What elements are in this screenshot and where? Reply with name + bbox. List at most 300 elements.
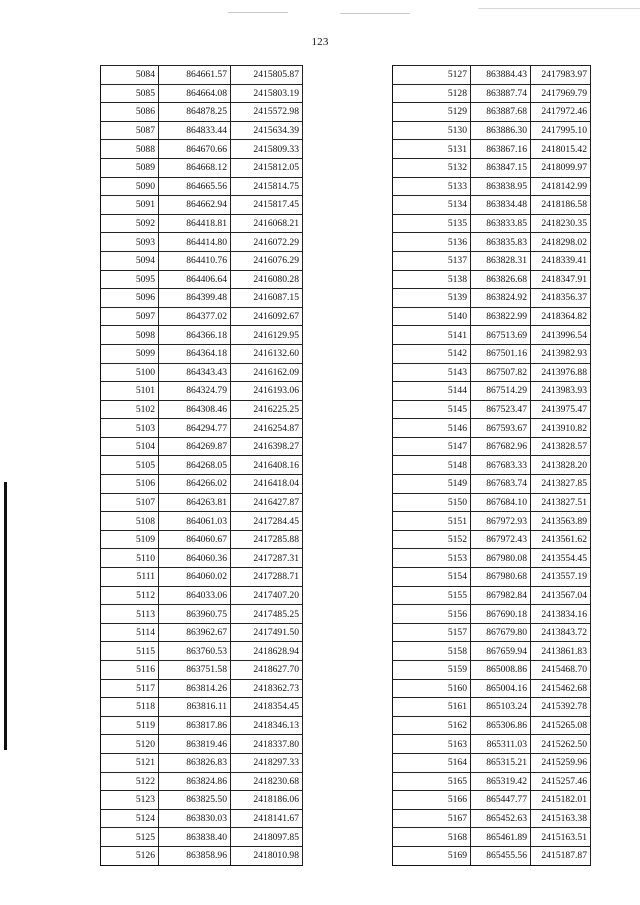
y-coordinate-cell: 2418099.97: [531, 158, 591, 177]
table-row: [393, 400, 591, 419]
table-row: [393, 326, 591, 345]
point-number-cell: 5115: [101, 642, 159, 661]
y-coordinate-cell: 2415572.98: [231, 103, 303, 122]
y-coordinate-cell: 2418186.06: [231, 791, 303, 810]
table-row: [101, 344, 303, 363]
table-row: [101, 121, 303, 140]
point-number-cell: 5098: [101, 326, 159, 345]
point-number-cell: 5130: [393, 121, 471, 140]
table-row: [101, 177, 303, 196]
point-number-cell: 5133: [393, 177, 471, 196]
scan-artifact: [228, 12, 288, 13]
table-row: [393, 103, 591, 122]
x-coordinate-cell: 864266.02: [159, 475, 231, 494]
x-coordinate-cell: 865461.89: [471, 828, 531, 847]
point-number-cell: 5150: [393, 493, 471, 512]
point-number-cell: 5140: [393, 307, 471, 326]
x-coordinate-cell: 863828.31: [471, 251, 531, 270]
y-coordinate-cell: 2418347.91: [531, 270, 591, 289]
x-coordinate-cell: 867980.08: [471, 549, 531, 568]
x-coordinate-cell: 867659.94: [471, 642, 531, 661]
y-coordinate-cell: 2418364.82: [531, 307, 591, 326]
point-number-cell: 5096: [101, 289, 159, 308]
y-coordinate-cell: 2417491.50: [231, 623, 303, 642]
y-coordinate-cell: 2413975.47: [531, 400, 591, 419]
table-row: [101, 140, 303, 159]
table-row: [393, 66, 591, 85]
y-coordinate-cell: 2417288.71: [231, 568, 303, 587]
point-number-cell: 5084: [101, 66, 159, 85]
y-coordinate-cell: 2417995.10: [531, 121, 591, 140]
x-coordinate-cell: 865447.77: [471, 791, 531, 810]
table-row: [101, 828, 303, 847]
table-row: [101, 753, 303, 772]
table-row: [101, 103, 303, 122]
y-coordinate-cell: 2413861.83: [531, 642, 591, 661]
x-coordinate-cell: 864060.36: [159, 549, 231, 568]
point-number-cell: 5127: [393, 66, 471, 85]
x-coordinate-cell: 865452.63: [471, 809, 531, 828]
point-number-cell: 5099: [101, 344, 159, 363]
y-coordinate-cell: 2417969.79: [531, 84, 591, 103]
table-row: [393, 698, 591, 717]
point-number-cell: 5125: [101, 828, 159, 847]
table-row: [101, 84, 303, 103]
y-coordinate-cell: 2418141.67: [231, 809, 303, 828]
y-coordinate-cell: 2418627.70: [231, 661, 303, 680]
point-number-cell: 5160: [393, 679, 471, 698]
point-number-cell: 5143: [393, 363, 471, 382]
x-coordinate-cell: 863887.68: [471, 103, 531, 122]
table-row: [393, 456, 591, 475]
point-number-cell: 5151: [393, 512, 471, 531]
y-coordinate-cell: 2417485.25: [231, 605, 303, 624]
y-coordinate-cell: 2417983.97: [531, 66, 591, 85]
y-coordinate-cell: 2416418.04: [231, 475, 303, 494]
table-row: [393, 363, 591, 382]
point-number-cell: 5166: [393, 791, 471, 810]
table-row: [101, 196, 303, 215]
table-row: [101, 437, 303, 456]
point-number-cell: 5097: [101, 307, 159, 326]
table-row: [101, 642, 303, 661]
y-coordinate-cell: 2415259.96: [531, 753, 591, 772]
y-coordinate-cell: 2415805.87: [231, 66, 303, 85]
y-coordinate-cell: 2418339.41: [531, 251, 591, 270]
y-coordinate-cell: 2413828.57: [531, 437, 591, 456]
point-number-cell: 5132: [393, 158, 471, 177]
page-number: 123: [311, 36, 329, 48]
y-coordinate-cell: 2415803.19: [231, 84, 303, 103]
y-coordinate-cell: 2415182.01: [531, 791, 591, 810]
point-number-cell: 5152: [393, 530, 471, 549]
table-row: [101, 307, 303, 326]
y-coordinate-cell: 2416225.25: [231, 400, 303, 419]
y-coordinate-cell: 2415634.39: [231, 121, 303, 140]
y-coordinate-cell: 2417407.20: [231, 586, 303, 605]
x-coordinate-cell: 864324.79: [159, 382, 231, 401]
x-coordinate-cell: 863825.50: [159, 791, 231, 810]
x-coordinate-cell: 863760.53: [159, 642, 231, 661]
table-row: [101, 549, 303, 568]
table-row: [101, 66, 303, 85]
y-coordinate-cell: 2418230.68: [231, 772, 303, 791]
table-row: [393, 437, 591, 456]
table-row: [393, 809, 591, 828]
y-coordinate-cell: 2415812.05: [231, 158, 303, 177]
y-coordinate-cell: 2413982.93: [531, 344, 591, 363]
x-coordinate-cell: 863858.96: [159, 846, 231, 865]
point-number-cell: 5142: [393, 344, 471, 363]
y-coordinate-cell: 2415817.45: [231, 196, 303, 215]
point-number-cell: 5128: [393, 84, 471, 103]
x-coordinate-cell: 864033.06: [159, 586, 231, 605]
scan-artifact: [340, 13, 410, 14]
x-coordinate-cell: 863816.11: [159, 698, 231, 717]
table-row: [393, 344, 591, 363]
table-row: [393, 140, 591, 159]
coordinate-table-left: [100, 65, 303, 866]
point-number-cell: 5163: [393, 735, 471, 754]
y-coordinate-cell: 2413843.72: [531, 623, 591, 642]
point-number-cell: 5155: [393, 586, 471, 605]
x-coordinate-cell: 864399.48: [159, 289, 231, 308]
x-coordinate-cell: 864833.44: [159, 121, 231, 140]
table-row: [393, 530, 591, 549]
point-number-cell: 5136: [393, 233, 471, 252]
table-row: [393, 493, 591, 512]
y-coordinate-cell: 2413828.20: [531, 456, 591, 475]
x-coordinate-cell: 865311.03: [471, 735, 531, 754]
x-coordinate-cell: 863886.30: [471, 121, 531, 140]
x-coordinate-cell: 864670.66: [159, 140, 231, 159]
point-number-cell: 5129: [393, 103, 471, 122]
x-coordinate-cell: 863814.26: [159, 679, 231, 698]
y-coordinate-cell: 2413827.85: [531, 475, 591, 494]
table-row: [393, 568, 591, 587]
y-coordinate-cell: 2417285.88: [231, 530, 303, 549]
x-coordinate-cell: 865315.21: [471, 753, 531, 772]
table-row: [101, 530, 303, 549]
y-coordinate-cell: 2416193.06: [231, 382, 303, 401]
point-number-cell: 5165: [393, 772, 471, 791]
table-row: [393, 716, 591, 735]
point-number-cell: 5111: [101, 568, 159, 587]
point-number-cell: 5107: [101, 493, 159, 512]
y-coordinate-cell: 2416398.27: [231, 437, 303, 456]
table-row: [101, 456, 303, 475]
x-coordinate-cell: 867683.74: [471, 475, 531, 494]
table-row: [101, 698, 303, 717]
y-coordinate-cell: 2416162.09: [231, 363, 303, 382]
y-coordinate-cell: 2413554.45: [531, 549, 591, 568]
x-coordinate-cell: 863826.68: [471, 270, 531, 289]
y-coordinate-cell: 2416087.15: [231, 289, 303, 308]
point-number-cell: 5093: [101, 233, 159, 252]
point-number-cell: 5092: [101, 214, 159, 233]
x-coordinate-cell: 867972.43: [471, 530, 531, 549]
table-row: [101, 419, 303, 438]
x-coordinate-cell: 863751.58: [159, 661, 231, 680]
y-coordinate-cell: 2415392.78: [531, 698, 591, 717]
point-number-cell: 5146: [393, 419, 471, 438]
y-coordinate-cell: 2415163.38: [531, 809, 591, 828]
y-coordinate-cell: 2418010.98: [231, 846, 303, 865]
table-row: [393, 84, 591, 103]
table-row: [393, 475, 591, 494]
point-number-cell: 5113: [101, 605, 159, 624]
y-coordinate-cell: 2415262.50: [531, 735, 591, 754]
table-row: [101, 735, 303, 754]
table-row: [393, 828, 591, 847]
x-coordinate-cell: 865455.56: [471, 846, 531, 865]
x-coordinate-cell: 867523.47: [471, 400, 531, 419]
x-coordinate-cell: 864664.08: [159, 84, 231, 103]
point-number-cell: 5157: [393, 623, 471, 642]
y-coordinate-cell: 2413827.51: [531, 493, 591, 512]
table-row: [101, 809, 303, 828]
point-number-cell: 5123: [101, 791, 159, 810]
table-row: [393, 679, 591, 698]
y-coordinate-cell: 2413976.88: [531, 363, 591, 382]
x-coordinate-cell: 863824.86: [159, 772, 231, 791]
y-coordinate-cell: 2415468.70: [531, 661, 591, 680]
x-coordinate-cell: 867980.68: [471, 568, 531, 587]
point-number-cell: 5135: [393, 214, 471, 233]
point-number-cell: 5145: [393, 400, 471, 419]
point-number-cell: 5106: [101, 475, 159, 494]
y-coordinate-cell: 2418297.33: [231, 753, 303, 772]
x-coordinate-cell: 865319.42: [471, 772, 531, 791]
point-number-cell: 5105: [101, 456, 159, 475]
coordinate-table-right: [392, 65, 591, 866]
point-number-cell: 5154: [393, 568, 471, 587]
x-coordinate-cell: 863834.48: [471, 196, 531, 215]
point-number-cell: 5100: [101, 363, 159, 382]
table-row: [393, 382, 591, 401]
x-coordinate-cell: 867593.67: [471, 419, 531, 438]
y-coordinate-cell: 2418298.02: [531, 233, 591, 252]
point-number-cell: 5109: [101, 530, 159, 549]
point-number-cell: 5126: [101, 846, 159, 865]
y-coordinate-cell: 2416408.16: [231, 456, 303, 475]
x-coordinate-cell: 864061.03: [159, 512, 231, 531]
x-coordinate-cell: 864366.18: [159, 326, 231, 345]
x-coordinate-cell: 864060.02: [159, 568, 231, 587]
point-number-cell: 5104: [101, 437, 159, 456]
point-number-cell: 5088: [101, 140, 159, 159]
y-coordinate-cell: 2413567.04: [531, 586, 591, 605]
table-row: [101, 475, 303, 494]
point-number-cell: 5141: [393, 326, 471, 345]
point-number-cell: 5148: [393, 456, 471, 475]
x-coordinate-cell: 864343.43: [159, 363, 231, 382]
x-coordinate-cell: 865306.86: [471, 716, 531, 735]
table-row: [101, 270, 303, 289]
y-coordinate-cell: 2413834.16: [531, 605, 591, 624]
table-row: [393, 233, 591, 252]
y-coordinate-cell: 2416129.95: [231, 326, 303, 345]
point-number-cell: 5131: [393, 140, 471, 159]
x-coordinate-cell: 863824.92: [471, 289, 531, 308]
y-coordinate-cell: 2413996.54: [531, 326, 591, 345]
y-coordinate-cell: 2415257.46: [531, 772, 591, 791]
table-row: [101, 326, 303, 345]
point-number-cell: 5122: [101, 772, 159, 791]
table-row: [101, 214, 303, 233]
point-number-cell: 5086: [101, 103, 159, 122]
table-row: [393, 549, 591, 568]
y-coordinate-cell: 2418142.99: [531, 177, 591, 196]
x-coordinate-cell: 864878.25: [159, 103, 231, 122]
x-coordinate-cell: 864060.67: [159, 530, 231, 549]
x-coordinate-cell: 864418.81: [159, 214, 231, 233]
point-number-cell: 5138: [393, 270, 471, 289]
y-coordinate-cell: 2415814.75: [231, 177, 303, 196]
table-row: [393, 214, 591, 233]
point-number-cell: 5095: [101, 270, 159, 289]
y-coordinate-cell: 2416427.87: [231, 493, 303, 512]
table-row: [393, 270, 591, 289]
y-coordinate-cell: 2417972.46: [531, 103, 591, 122]
x-coordinate-cell: 867682.96: [471, 437, 531, 456]
point-number-cell: 5149: [393, 475, 471, 494]
table-row: [393, 661, 591, 680]
x-coordinate-cell: 863887.74: [471, 84, 531, 103]
x-coordinate-cell: 863819.46: [159, 735, 231, 754]
table-row: [393, 586, 591, 605]
table-row: [101, 568, 303, 587]
point-number-cell: 5162: [393, 716, 471, 735]
x-coordinate-cell: 863817.86: [159, 716, 231, 735]
point-number-cell: 5168: [393, 828, 471, 847]
y-coordinate-cell: 2415809.33: [231, 140, 303, 159]
y-coordinate-cell: 2418186.58: [531, 196, 591, 215]
y-coordinate-cell: 2418346.13: [231, 716, 303, 735]
y-coordinate-cell: 2413910.82: [531, 419, 591, 438]
y-coordinate-cell: 2413561.62: [531, 530, 591, 549]
table-row: [393, 642, 591, 661]
point-number-cell: 5156: [393, 605, 471, 624]
x-coordinate-cell: 863826.83: [159, 753, 231, 772]
table-row: [101, 679, 303, 698]
x-coordinate-cell: 864662.94: [159, 196, 231, 215]
x-coordinate-cell: 865103.24: [471, 698, 531, 717]
point-number-cell: 5090: [101, 177, 159, 196]
y-coordinate-cell: 2418356.37: [531, 289, 591, 308]
table-row: [101, 158, 303, 177]
x-coordinate-cell: 863838.95: [471, 177, 531, 196]
table-row: [393, 121, 591, 140]
x-coordinate-cell: 864269.87: [159, 437, 231, 456]
table-row: [393, 512, 591, 531]
x-coordinate-cell: 863960.75: [159, 605, 231, 624]
point-number-cell: 5103: [101, 419, 159, 438]
x-coordinate-cell: 864406.64: [159, 270, 231, 289]
y-coordinate-cell: 2418354.45: [231, 698, 303, 717]
x-coordinate-cell: 865008.86: [471, 661, 531, 680]
x-coordinate-cell: 863847.15: [471, 158, 531, 177]
table-row: [101, 623, 303, 642]
x-coordinate-cell: 863830.03: [159, 809, 231, 828]
x-coordinate-cell: 865004.16: [471, 679, 531, 698]
y-coordinate-cell: 2418097.85: [231, 828, 303, 847]
y-coordinate-cell: 2418628.94: [231, 642, 303, 661]
point-number-cell: 5167: [393, 809, 471, 828]
y-coordinate-cell: 2413983.93: [531, 382, 591, 401]
table-row: [101, 791, 303, 810]
point-number-cell: 5091: [101, 196, 159, 215]
scan-edge-bar: [4, 482, 7, 750]
table-row: [393, 251, 591, 270]
y-coordinate-cell: 2416068.21: [231, 214, 303, 233]
y-coordinate-cell: 2416072.29: [231, 233, 303, 252]
point-number-cell: 5161: [393, 698, 471, 717]
point-number-cell: 5112: [101, 586, 159, 605]
point-number-cell: 5114: [101, 623, 159, 642]
x-coordinate-cell: 864410.76: [159, 251, 231, 270]
x-coordinate-cell: 863835.83: [471, 233, 531, 252]
x-coordinate-cell: 867679.80: [471, 623, 531, 642]
point-number-cell: 5117: [101, 679, 159, 698]
x-coordinate-cell: 863822.99: [471, 307, 531, 326]
x-coordinate-cell: 863867.16: [471, 140, 531, 159]
table-row: [393, 419, 591, 438]
y-coordinate-cell: 2416254.87: [231, 419, 303, 438]
x-coordinate-cell: 864661.57: [159, 66, 231, 85]
table-row: [101, 772, 303, 791]
table-row: [393, 605, 591, 624]
x-coordinate-cell: 864364.18: [159, 344, 231, 363]
y-coordinate-cell: 2416080.28: [231, 270, 303, 289]
table-row: [393, 735, 591, 754]
point-number-cell: 5087: [101, 121, 159, 140]
table-row: [393, 623, 591, 642]
point-number-cell: 5118: [101, 698, 159, 717]
point-number-cell: 5153: [393, 549, 471, 568]
table-row: [393, 177, 591, 196]
point-number-cell: 5121: [101, 753, 159, 772]
point-number-cell: 5102: [101, 400, 159, 419]
x-coordinate-cell: 863838.40: [159, 828, 231, 847]
point-number-cell: 5134: [393, 196, 471, 215]
table-row: [393, 196, 591, 215]
x-coordinate-cell: 867683.33: [471, 456, 531, 475]
table-row: [101, 400, 303, 419]
x-coordinate-cell: 864263.81: [159, 493, 231, 512]
x-coordinate-cell: 867513.69: [471, 326, 531, 345]
y-coordinate-cell: 2416076.29: [231, 251, 303, 270]
table-row: [101, 382, 303, 401]
y-coordinate-cell: 2416132.60: [231, 344, 303, 363]
table-row: [101, 493, 303, 512]
scan-artifact: [478, 8, 640, 9]
point-number-cell: 5139: [393, 289, 471, 308]
x-coordinate-cell: 867507.82: [471, 363, 531, 382]
point-number-cell: 5164: [393, 753, 471, 772]
point-number-cell: 5116: [101, 661, 159, 680]
point-number-cell: 5101: [101, 382, 159, 401]
point-number-cell: 5169: [393, 846, 471, 865]
y-coordinate-cell: 2415462.68: [531, 679, 591, 698]
x-coordinate-cell: 864414.80: [159, 233, 231, 252]
point-number-cell: 5137: [393, 251, 471, 270]
point-number-cell: 5089: [101, 158, 159, 177]
y-coordinate-cell: 2418337.80: [231, 735, 303, 754]
point-number-cell: 5124: [101, 809, 159, 828]
point-number-cell: 5144: [393, 382, 471, 401]
x-coordinate-cell: 863884.43: [471, 66, 531, 85]
